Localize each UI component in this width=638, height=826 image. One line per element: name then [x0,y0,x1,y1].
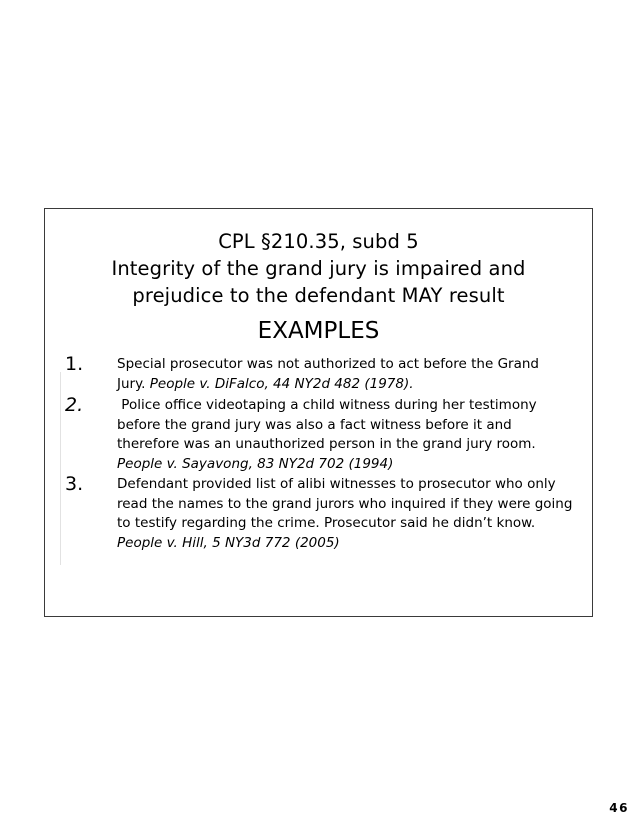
item-line-with-citation [117,375,597,395]
header-line-3: prejudice to the defendant MAY result [132,284,505,307]
item-text [117,355,597,394]
slide-header [45,228,592,309]
item-line: Police office videotaping a child witness during her testimony [117,397,537,413]
examples-title: EXAMPLES [257,318,380,344]
slide-frame [44,208,593,617]
item-number: 3. [65,473,84,495]
item-line: Jury. [117,375,150,392]
case-citation: People v. Hill, 5 NY3d 772 (2005) [117,534,340,551]
item-line: therefore was an unauthorized person in the grand jury room. [117,436,536,452]
item-line: Special prosecutor was not authorized to act before the Grand [117,356,539,372]
item-line: to testify regarding the crime. Prosecutor said he didn’t know. [117,515,536,531]
item-number: 1. [65,353,84,375]
item-line: before the grand jury was also a fact witness before it and [117,416,512,433]
header-line-2: Integrity of the grand jury is impaired and [111,257,526,280]
item-line: Defendant provided list of alibi witnesses to prosecutor who only [117,476,556,492]
header-line-1: CPL §210.35, subd 5 [218,230,419,253]
page-number: 46 [609,801,629,815]
item-text [117,396,597,474]
item-number: 2. [65,394,84,416]
case-citation: People v. DiFalco, 44 NY2d 482 (1978). [149,375,414,392]
item-line: read the names to the grand jurors who inquired if they were going [117,495,573,512]
item-text [117,475,597,553]
case-citation: People v. Sayavong, 83 NY2d 702 (1994) [117,455,394,472]
faint-vertical-line [60,372,61,565]
